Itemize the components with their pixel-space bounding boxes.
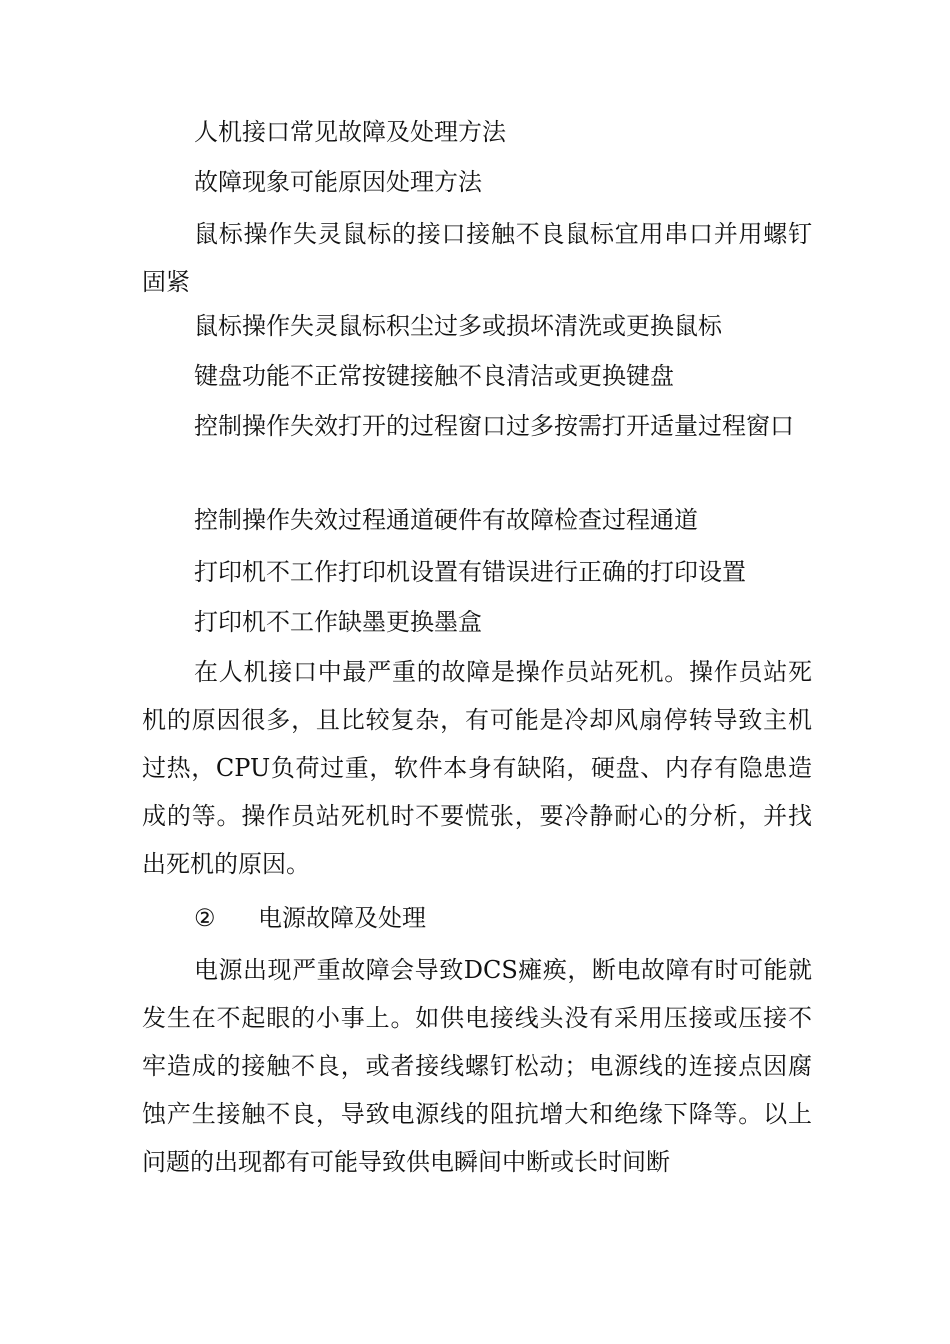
table-title: 人机接口常见故障及处理方法 bbox=[194, 118, 506, 146]
section-number: ② bbox=[194, 904, 216, 932]
table-row-line: 打印机不工作打印机设置有错误进行正确的打印设置 bbox=[194, 558, 746, 586]
table-row-line: 控制操作失效打开的过程窗口过多按需打开适量过程窗口 bbox=[194, 412, 794, 440]
section-heading bbox=[194, 894, 426, 942]
table-row-line: 键盘功能不正常按键接触不良清洁或更换键盘 bbox=[194, 362, 674, 390]
table-row-line: 打印机不工作缺墨更换墨盒 bbox=[194, 608, 482, 636]
section-title: 电源故障及处理 bbox=[258, 904, 426, 932]
body-paragraph: 电源出现严重故障会导致DCS瘫痪，断电故障有时可能就发生在不起眼的小事上。如供电接线头没有采用压接或压接不牢造成的接触不良，或者接线螺钉松动；电源线的连接点因腐蚀产生接触不良，导致电源线的阻抗增大和绝缘下降等。以上问题的出现都有可能导致供电瞬间中断或长时间断 bbox=[142, 956, 812, 1176]
table-row-line: 鼠标操作失灵鼠标的接口接触不良鼠标宜用串口并用螺钉固紧 bbox=[142, 220, 812, 296]
table-header-line: 故障现象可能原因处理方法 bbox=[194, 168, 482, 196]
table-row-line: 鼠标操作失灵鼠标积尘过多或损坏清洗或更换鼠标 bbox=[194, 312, 722, 340]
table-row-line: 控制操作失效过程通道硬件有故障检查过程通道 bbox=[194, 506, 698, 534]
body-paragraph: 在人机接口中最严重的故障是操作员站死机。操作员站死机的原因很多，且比较复杂，有可能是冷却风扇停转导致主机过热，CPU负荷过重，软件本身有缺陷，硬盘、内存有隐患造成的等。操作员站死机时不要慌张，要冷静耐心的分析，并找出死机的原因。 bbox=[142, 658, 812, 878]
